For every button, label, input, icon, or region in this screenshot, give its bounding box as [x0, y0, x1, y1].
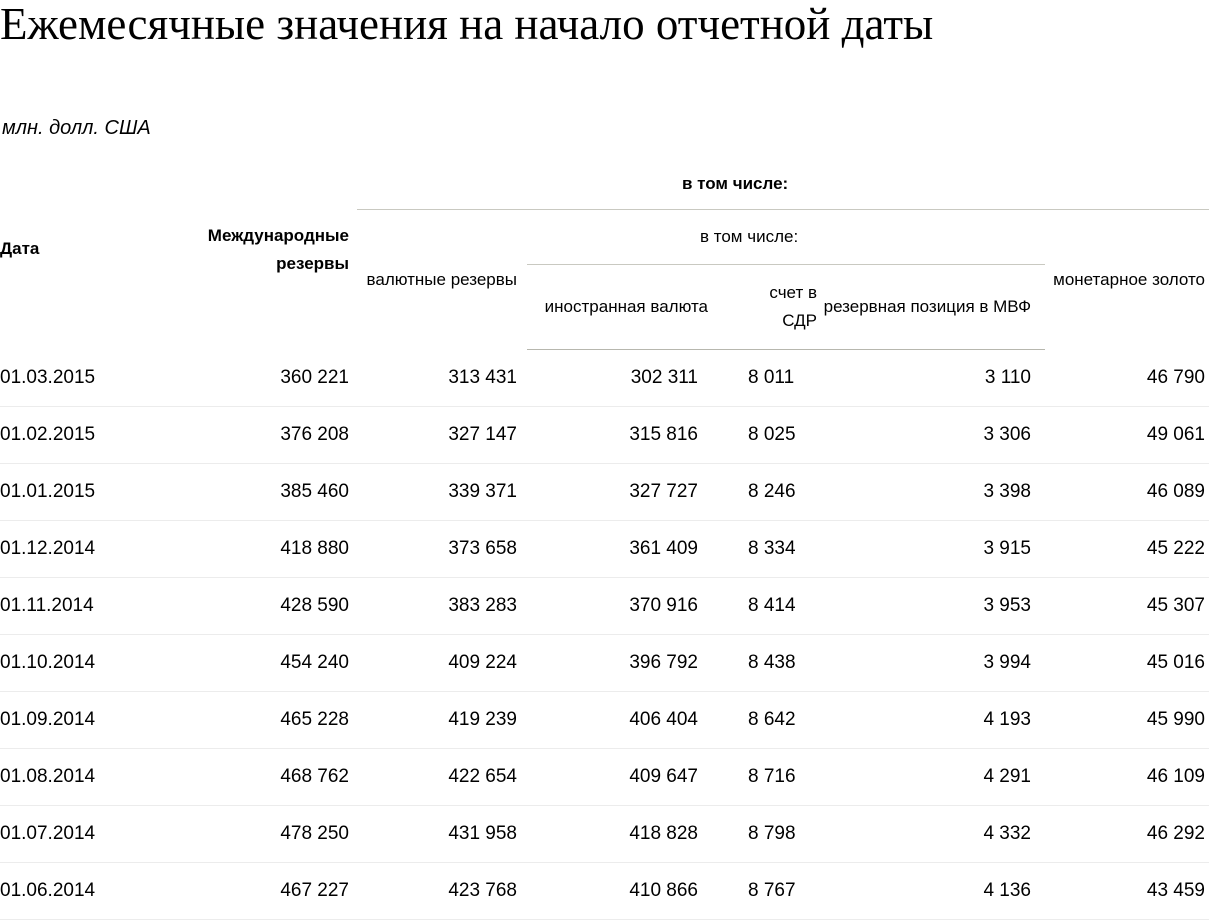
table-row: [0, 350, 1209, 407]
cell-monetary-gold: 45 307: [1045, 578, 1209, 635]
cell-monetary-gold: 45 222: [1045, 521, 1209, 578]
cell-currency-reserves: 339 371: [357, 464, 527, 521]
header-group-including: в том числе:: [527, 158, 1209, 210]
cell-sdr-account: 8 642: [708, 692, 817, 749]
cell-sdr-account: 8 414: [708, 578, 817, 635]
cell-imf-position: 3 915: [817, 521, 1045, 578]
table-row: [0, 635, 1209, 692]
cell-monetary-gold: 49 061: [1045, 407, 1209, 464]
cell-monetary-gold: 43 459: [1045, 863, 1209, 920]
cell-international-reserves: 385 460: [154, 464, 357, 521]
cell-currency-reserves: 423 768: [357, 863, 527, 920]
cell-foreign-currency: 361 409: [527, 521, 708, 578]
table-row: [0, 407, 1209, 464]
cell-international-reserves: 468 762: [154, 749, 357, 806]
cell-imf-position: 4 136: [817, 863, 1045, 920]
cell-foreign-currency: 418 828: [527, 806, 708, 863]
header-subgroup-including: в том числе:: [527, 210, 1045, 265]
table-row: [0, 578, 1209, 635]
cell-date: 01.07.2014: [0, 806, 154, 863]
cell-date: 01.09.2014: [0, 692, 154, 749]
cell-currency-reserves: 422 654: [357, 749, 527, 806]
page-title: Ежемесячные значения на начало отчетной даты: [0, 0, 934, 49]
cell-foreign-currency: 370 916: [527, 578, 708, 635]
cell-monetary-gold: 46 292: [1045, 806, 1209, 863]
cell-imf-position: 3 953: [817, 578, 1045, 635]
units-caption: млн. долл. США: [2, 117, 151, 139]
cell-currency-reserves: 373 658: [357, 521, 527, 578]
cell-foreign-currency: 410 866: [527, 863, 708, 920]
cell-sdr-account: 8 798: [708, 806, 817, 863]
cell-date: 01.10.2014: [0, 635, 154, 692]
cell-currency-reserves: 409 224: [357, 635, 527, 692]
cell-sdr-account: 8 011: [708, 350, 817, 407]
cell-foreign-currency: 409 647: [527, 749, 708, 806]
cell-international-reserves: 454 240: [154, 635, 357, 692]
cell-currency-reserves: 383 283: [357, 578, 527, 635]
table-body: [0, 350, 1209, 920]
cell-imf-position: 3 306: [817, 407, 1045, 464]
cell-monetary-gold: 45 990: [1045, 692, 1209, 749]
cell-sdr-account: 8 334: [708, 521, 817, 578]
cell-imf-position: 3 994: [817, 635, 1045, 692]
cell-date: 01.08.2014: [0, 749, 154, 806]
cell-international-reserves: 376 208: [154, 407, 357, 464]
cell-foreign-currency: 327 727: [527, 464, 708, 521]
header-foreign-currency: иностранная валюта: [527, 265, 708, 350]
cell-foreign-currency: 406 404: [527, 692, 708, 749]
cell-currency-reserves: 419 239: [357, 692, 527, 749]
cell-sdr-account: 8 025: [708, 407, 817, 464]
cell-date: 01.12.2014: [0, 521, 154, 578]
cell-foreign-currency: 302 311: [527, 350, 708, 407]
cell-currency-reserves: 431 958: [357, 806, 527, 863]
cell-imf-position: 3 398: [817, 464, 1045, 521]
cell-sdr-account: 8 767: [708, 863, 817, 920]
cell-international-reserves: 418 880: [154, 521, 357, 578]
header-sdr-account: счет в СДР: [708, 265, 817, 350]
cell-monetary-gold: 45 016: [1045, 635, 1209, 692]
cell-sdr-account: 8 438: [708, 635, 817, 692]
table-row: [0, 521, 1209, 578]
cell-international-reserves: 360 221: [154, 350, 357, 407]
header-international-reserves: Международные резервы: [207, 226, 349, 273]
cell-monetary-gold: 46 089: [1045, 464, 1209, 521]
table-row: [0, 806, 1209, 863]
table-row: [0, 749, 1209, 806]
cell-date: 01.06.2014: [0, 863, 154, 920]
cell-sdr-account: 8 716: [708, 749, 817, 806]
cell-sdr-account: 8 246: [708, 464, 817, 521]
table-row: [0, 692, 1209, 749]
header-date: Дата: [0, 239, 40, 258]
cell-date: 01.11.2014: [0, 578, 154, 635]
cell-date: 01.02.2015: [0, 407, 154, 464]
table-row: [0, 863, 1209, 920]
reserves-table: [0, 158, 1209, 920]
cell-imf-position: 3 110: [817, 350, 1045, 407]
cell-international-reserves: 465 228: [154, 692, 357, 749]
cell-imf-position: 4 193: [817, 692, 1045, 749]
cell-date: 01.03.2015: [0, 350, 154, 407]
cell-date: 01.01.2015: [0, 464, 154, 521]
cell-international-reserves: 428 590: [154, 578, 357, 635]
cell-currency-reserves: 313 431: [357, 350, 527, 407]
cell-international-reserves: 467 227: [154, 863, 357, 920]
cell-imf-position: 4 291: [817, 749, 1045, 806]
cell-foreign-currency: 315 816: [527, 407, 708, 464]
cell-monetary-gold: 46 790: [1045, 350, 1209, 407]
header-currency-reserves: валютные резервы: [357, 210, 527, 350]
cell-imf-position: 4 332: [817, 806, 1045, 863]
cell-monetary-gold: 46 109: [1045, 749, 1209, 806]
cell-currency-reserves: 327 147: [357, 407, 527, 464]
header-imf-position: резервная позиция в МВФ: [817, 265, 1045, 350]
cell-foreign-currency: 396 792: [527, 635, 708, 692]
header-monetary-gold: монетарное золото: [1045, 210, 1209, 350]
table-row: [0, 464, 1209, 521]
cell-international-reserves: 478 250: [154, 806, 357, 863]
table-header: [0, 158, 1209, 350]
